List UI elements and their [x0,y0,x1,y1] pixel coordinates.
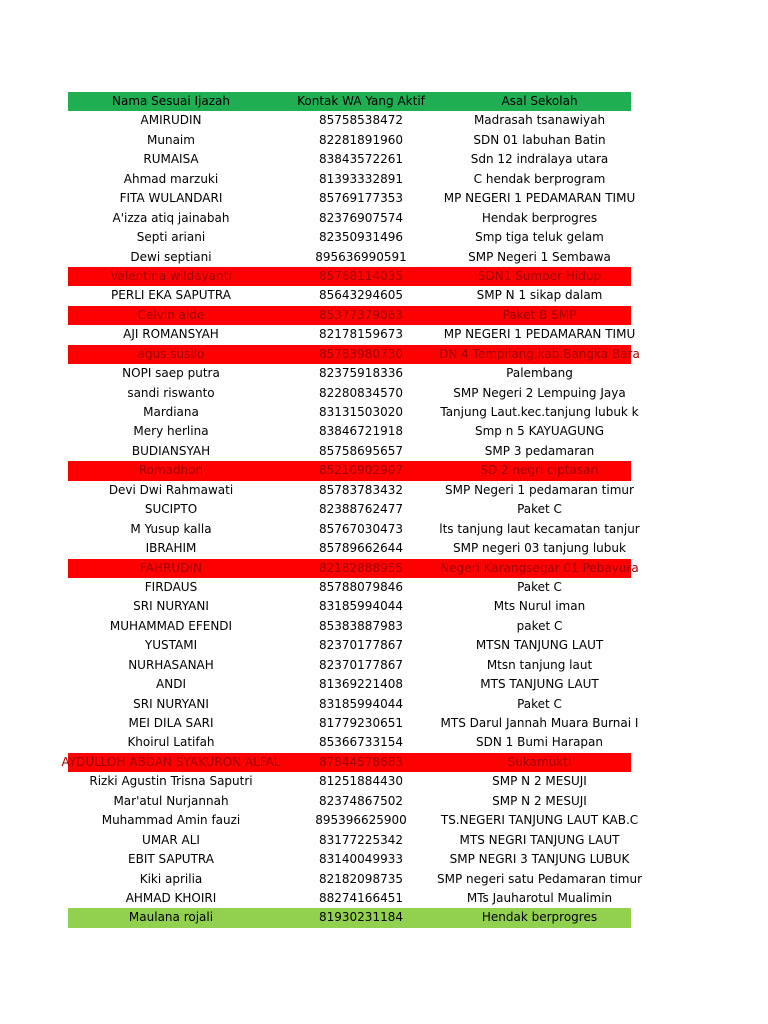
table-row [68,228,631,247]
school-cell[interactable]: SMP N 1 sikap dalam [476,288,603,303]
name-cell[interactable]: PERLI EKA SAPUTRA [111,288,231,303]
name-cell[interactable]: Rizki Agustin Trisna Saputri [89,774,253,789]
school-cell[interactable]: MP NEGERI 1 PEDAMARAN TIMU [443,191,636,206]
school-cell[interactable]: MTS TANJUNG LAUT [480,677,599,692]
contact-cell[interactable]: 82281891960 [319,132,403,147]
table-row [68,792,631,811]
contact-cell[interactable]: 85366733154 [319,735,403,750]
table-row [68,831,631,850]
name-cell[interactable]: Romadhon [138,463,204,478]
school-cell[interactable]: SMP N 2 MESUJI [492,793,587,808]
name-cell[interactable]: SRI NURYANI [133,599,209,614]
name-cell[interactable]: FAHRUDIN [140,560,202,575]
table-row [68,578,631,597]
header-name[interactable]: Nama Sesuai Ijazah [111,94,231,108]
contact-cell[interactable]: 88274166451 [319,890,403,905]
table-body [61,111,643,927]
school-cell[interactable]: Smp n 5 KAYUAGUNG [474,424,604,439]
table-row [68,111,631,130]
school-cell[interactable]: SMP Negeri 1 Sembawa [468,249,611,264]
table-row [68,889,631,908]
table-row [68,384,631,403]
name-cell[interactable]: AHMAD KHOIRI [125,890,217,905]
contact-cell[interactable]: 895396625900 [315,813,407,828]
school-cell[interactable]: SMP N 2 MESUJI [492,774,587,789]
contact-cell[interactable]: 81393332891 [319,171,403,186]
table-row [68,636,631,655]
contact-cell[interactable]: 82182888955 [319,560,403,575]
name-cell[interactable]: SRI NURYANI [133,696,209,711]
school-cell[interactable]: Negeri Karangsegar 01 Pebayura [440,560,639,575]
name-cell[interactable]: BUDIANSYAH [131,443,211,458]
name-cell[interactable]: Kiki aprilia [139,871,203,886]
table-row [68,520,640,539]
table-row [68,850,631,869]
table-row [68,325,636,344]
school-cell[interactable]: Palembang [506,366,573,381]
school-cell[interactable]: SDN 01 labuhan Batin [473,132,606,147]
name-cell[interactable]: FITA WULANDARI [119,191,223,206]
contact-cell[interactable]: 85783783432 [319,482,403,497]
table-row [68,481,634,500]
table-row [68,209,631,228]
contact-cell[interactable]: 85758538472 [319,113,403,128]
table-row [68,286,631,305]
school-cell[interactable]: SDN 1 Bumi Harapan [475,735,603,750]
contact-cell[interactable]: 895636990591 [315,249,407,264]
contact-cell[interactable]: 83185994044 [319,696,403,711]
contact-cell[interactable]: 87844578683 [319,754,403,769]
name-cell[interactable]: AMIRUDIN [140,113,202,128]
table-header-row [68,92,631,111]
name-cell[interactable]: Valentina wildayanti [110,268,232,283]
name-cell[interactable]: Dewi septiani [130,249,212,264]
school-cell[interactable]: Sdn 12 indralaya utara [470,152,609,167]
contact-cell[interactable]: 81779230651 [319,716,403,730]
name-cell[interactable]: NOPI saep putra [122,366,220,381]
name-cell[interactable]: Mardiana [143,405,199,419]
school-cell[interactable]: TS.NEGERI TANJUNG LAUT KAB.C [440,813,639,828]
table-row [68,248,631,267]
name-cell[interactable]: UMAR ALI [142,832,200,847]
name-cell[interactable]: SUCIPTO [144,502,198,517]
name-cell[interactable]: Maulana rojali [128,910,214,925]
table-row [68,461,631,480]
school-cell[interactable]: SMP Negeri 1 pedamaran timur [445,482,634,497]
table-row [61,753,631,772]
table-row [68,870,643,889]
school-cell[interactable]: SD 2 negri ciptasari [480,463,599,478]
table-row [68,442,631,461]
name-cell[interactable]: agus susilo [137,346,205,361]
school-cell[interactable]: Mts Nurul iman [493,599,586,614]
name-cell[interactable]: Ahmad marzuki [123,171,219,186]
contact-cell[interactable]: 83177225342 [319,832,403,847]
name-cell[interactable]: NURHASANAH [128,657,214,672]
school-cell[interactable]: Hendak berprogres [481,210,598,225]
contact-cell[interactable]: 85768114035 [319,268,403,283]
contact-cell[interactable]: 82280834570 [319,385,403,400]
name-cell[interactable]: MUHAMMAD EFENDI [109,618,233,633]
table-row [68,150,631,169]
name-cell[interactable]: Septi ariani [136,230,206,245]
contact-cell[interactable]: 82178159673 [319,327,403,342]
school-cell[interactable]: Paket C [517,502,562,517]
table-row [68,539,631,558]
school-cell[interactable]: SMP NEGRI 3 TANJUNG LUBUK [449,852,630,867]
name-cell[interactable]: FIRDAUS [144,579,198,594]
contact-cell[interactable]: 85383887983 [319,618,403,633]
name-cell[interactable]: YUSTAMI [144,638,198,653]
table-row [68,500,631,519]
contact-cell[interactable]: 85789662644 [319,541,403,556]
name-cell[interactable]: A'izza atiq jainabah [112,210,230,225]
table-row [68,656,631,675]
header-contact[interactable]: Kontak WA Yang Aktif [297,94,425,108]
contact-cell[interactable]: 81930231184 [319,910,403,925]
table-row [68,189,636,208]
contact-cell[interactable]: 82375918336 [319,366,403,381]
contact-cell[interactable]: 81251884430 [319,774,403,789]
name-cell[interactable]: Khoirul Latifah [127,735,215,750]
school-cell[interactable]: Paket B SMP [502,307,577,322]
contact-cell[interactable]: 85767030473 [319,521,403,536]
school-cell[interactable]: MTs Jauharotul Mualimin [466,890,613,905]
contact-cell[interactable]: 85758695657 [319,443,403,458]
name-cell[interactable]: Muhammad Amin fauzi [101,813,241,828]
name-cell[interactable]: EBIT SAPUTRA [128,852,214,867]
school-cell[interactable]: MTSN TANJUNG LAUT [475,638,604,653]
contact-cell[interactable]: 82350931496 [319,230,403,245]
school-cell[interactable]: Hendak berprogres [481,910,598,925]
school-cell[interactable]: Mtsn tanjung laut [486,657,593,672]
table-row [68,675,631,694]
table-row [68,695,631,714]
contact-cell[interactable]: 82376907574 [319,210,403,225]
table-row [68,597,631,616]
contact-cell[interactable]: 82182098735 [319,871,403,886]
table-row [68,170,631,189]
name-cell[interactable]: Munaim [147,132,195,147]
contact-cell[interactable]: 85783980730 [319,346,403,361]
contact-cell[interactable]: 85788079846 [319,579,403,594]
school-cell[interactable]: MTS Darul Jannah Muara Burnai I [440,716,639,730]
school-cell[interactable]: SMP 3 pedamaran [484,443,595,458]
contact-cell[interactable]: 81369221408 [319,677,403,692]
school-cell[interactable]: Tanjung Laut.kec.tanjung lubuk k [440,405,639,419]
contact-cell[interactable]: 83843572261 [319,152,403,167]
school-cell[interactable]: Madrasah tsanawiyah [473,113,606,128]
name-cell[interactable]: IBRAHIM [145,541,197,556]
table-row [68,908,631,927]
name-cell[interactable]: Mar'atul Nurjannah [113,793,229,808]
table-row [68,364,631,383]
table-row [68,306,631,325]
school-cell[interactable]: C hendak berprogram [473,171,606,186]
contact-cell[interactable]: 82370177867 [319,638,403,653]
contact-cell[interactable]: 82388762477 [319,502,403,517]
table-row [68,733,631,752]
name-cell[interactable]: Celvin alde [137,307,205,322]
spreadsheet-table [61,92,643,928]
contact-cell[interactable]: 83185994044 [319,599,403,614]
table-row [68,772,631,791]
table-row [68,559,639,578]
school-cell[interactable]: MTS NEGRI TANJUNG LAUT [459,832,620,847]
table-row [68,811,639,830]
name-cell[interactable]: sandi riswanto [127,385,215,400]
contact-cell[interactable]: 83846721918 [319,424,403,439]
school-cell[interactable]: DN 4 Tempilang,kab.Bangka Bara [439,346,640,361]
school-cell[interactable]: Sukamukti [507,754,572,769]
contact-cell[interactable]: 82370177867 [319,657,403,672]
table-row [68,345,640,364]
contact-cell[interactable]: 85643294605 [319,288,403,303]
contact-cell[interactable]: 85377379063 [319,307,403,322]
name-cell[interactable]: ANDI [156,677,186,692]
table-row [68,403,639,422]
school-cell[interactable]: lts tanjung laut kecamatan tanjur [439,521,640,536]
name-cell[interactable]: M Yusup kalla [130,521,212,536]
table-row [68,617,631,636]
school-cell[interactable]: MP NEGERI 1 PEDAMARAN TIMU [443,327,636,342]
school-cell[interactable]: SMP negeri satu Pedamaran timur [437,871,643,886]
contact-cell[interactable]: 83140049933 [319,852,403,867]
contact-cell[interactable]: 85769177353 [319,191,403,206]
name-cell[interactable]: Mery herlina [133,424,209,439]
header-school[interactable]: Asal Sekolah [501,94,578,108]
school-cell[interactable]: Smp tiga teluk gelam [475,230,604,245]
contact-cell[interactable]: 83131503020 [319,405,403,419]
school-cell[interactable]: SMP Negeri 2 Lempuing Jaya [453,385,626,400]
table-row [68,267,631,286]
contact-cell[interactable]: 85210902907 [319,463,403,478]
table-row [68,131,631,150]
school-cell[interactable]: Paket C [517,696,562,711]
contact-cell[interactable]: 82374867502 [319,793,403,808]
name-cell[interactable]: RUMAISA [143,152,199,167]
school-cell[interactable]: paket C [516,618,563,633]
name-cell[interactable]: AYDULLOH ABDAN SYAKURON ALFAL [61,754,281,769]
school-cell[interactable]: SDN1 Sumber Hidup [477,268,602,283]
table-row [68,422,631,441]
school-cell[interactable]: Paket C [517,579,562,594]
school-cell[interactable]: SMP negeri 03 tanjung lubuk [453,541,626,556]
name-cell[interactable]: AJI ROMANSYAH [123,327,219,342]
name-cell[interactable]: MEI DILA SARI [128,716,214,730]
name-cell[interactable]: Devi Dwi Rahmawati [108,482,234,497]
table-row [68,714,639,733]
